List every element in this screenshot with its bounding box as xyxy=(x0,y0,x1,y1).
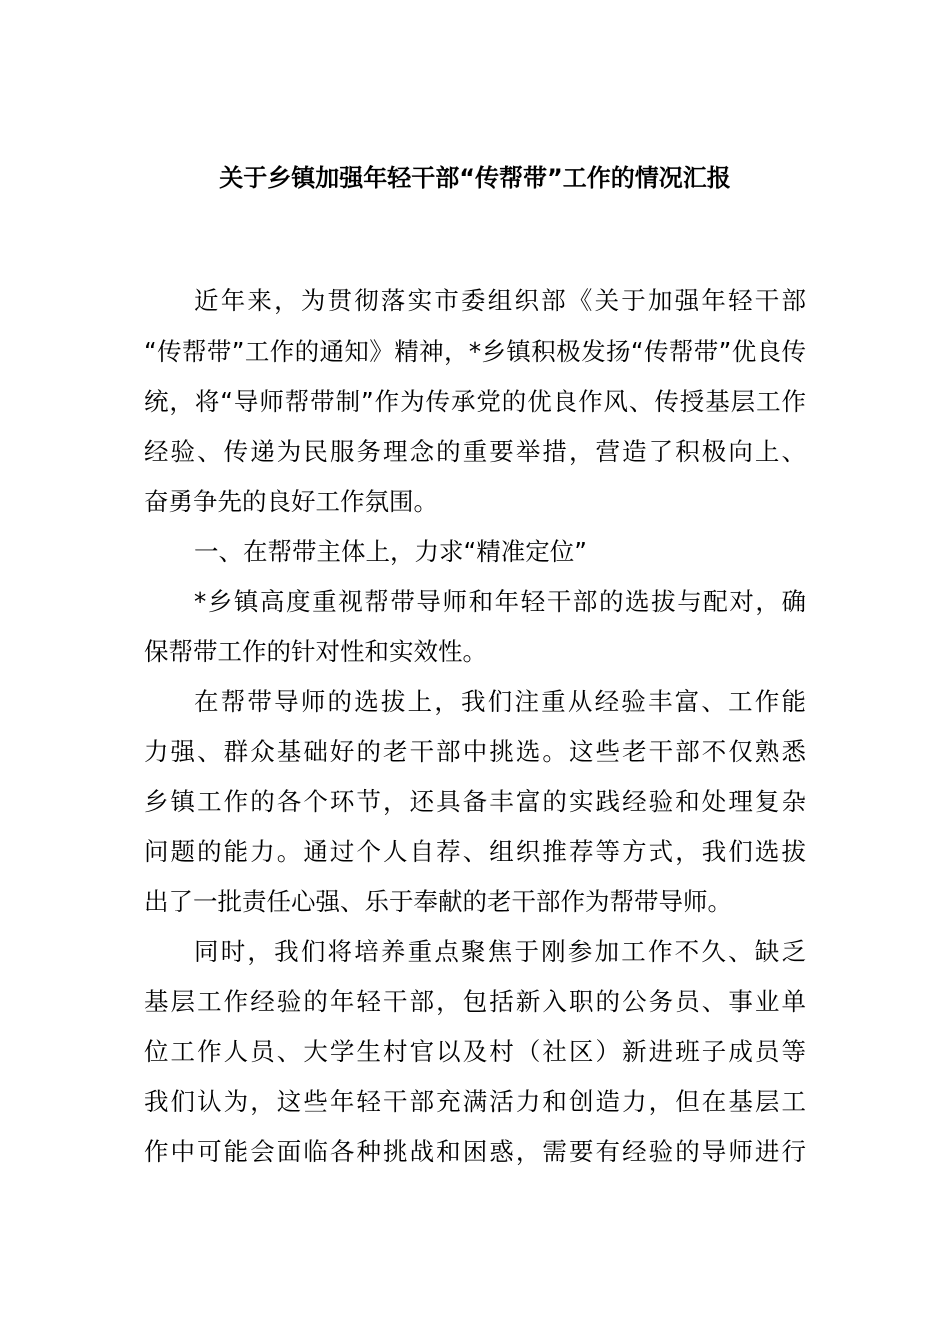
paragraph-line: 出了一批责任心强、乐于奉献的老干部作为帮带导师。 xyxy=(144,887,732,916)
paragraph-line: 近年来，为贯彻落实市委组织部《关于加强年轻干部 xyxy=(194,286,806,315)
paragraph-line: 保帮带工作的针对性和实效性。 xyxy=(144,637,487,666)
paragraph-line: 问题的能力。通过个人自荐、组织推荐等方式，我们选拔 xyxy=(144,837,806,866)
paragraph-line: 经验、传递为民服务理念的重要举措，营造了积极向上、 xyxy=(144,437,806,466)
paragraph-line: 基层工作经验的年轻干部，包括新入职的公务员、事业单 xyxy=(144,987,806,1016)
document-title: 关于乡镇加强年轻干部“传帮带”工作的情况汇报 xyxy=(219,164,731,192)
paragraph-line: *乡镇高度重视帮带导师和年轻干部的选拔与配对，确 xyxy=(194,587,806,616)
paragraph-line: 在帮带导师的选拔上，我们注重从经验丰富、工作能 xyxy=(194,687,806,716)
paragraph-line: “传帮带”工作的通知》精神，*乡镇积极发扬“传帮带”优良传 xyxy=(144,337,806,366)
paragraph-line: 同时，我们将培养重点聚焦于刚参加工作不久、缺乏 xyxy=(194,937,806,966)
paragraph-line: 我们认为，这些年轻干部充满活力和创造力，但在基层工 xyxy=(144,1087,806,1116)
paragraph-line: 乡镇工作的各个环节，还具备丰富的实践经验和处理复杂 xyxy=(144,787,806,816)
paragraph-line: 位工作人员、大学生村官以及村（社区）新进班子成员等 xyxy=(144,1037,806,1066)
paragraph-line: 作中可能会面临各种挑战和困惑，需要有经验的导师进行 xyxy=(144,1137,806,1166)
section-heading: 一、在帮带主体上，力求“精准定位” xyxy=(194,537,587,566)
paragraph-line: 奋勇争先的良好工作氛围。 xyxy=(144,487,438,516)
paragraph-line: 力强、群众基础好的老干部中挑选。这些老干部不仅熟悉 xyxy=(144,737,806,766)
paragraph-line: 统，将“导师帮带制”作为传承党的优良作风、传授基层工作 xyxy=(144,387,806,416)
